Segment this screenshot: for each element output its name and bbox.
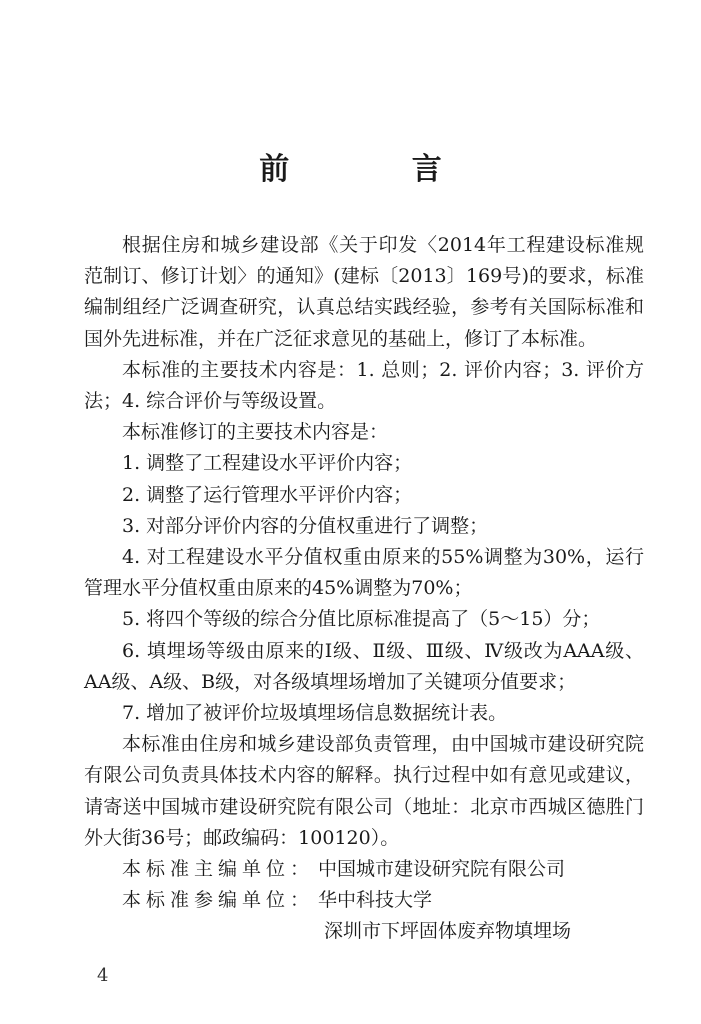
revision-item-5: 5. 将四个等级的综合分值比原标准提高了（5～15）分； xyxy=(122,608,601,631)
chief-editor-value: 中国城市建设研究院有限公司 xyxy=(318,858,566,881)
chief-editor-row xyxy=(84,854,644,885)
management-paragraph: 本标准由住房和城乡建设部负责管理，由中国城市建设研究院有限公司负责具体技术内容的解释。执行过程中如有意见或建议，请寄送中国城市建设研究院有限公司（地址：北京市西城区德胜门外大街36号；邮政编码：100120）。 xyxy=(84,733,644,849)
chief-editor-label: 本标准主编单位： xyxy=(122,858,315,881)
revision-item-3: 3. 对部分评价内容的分值权重进行了调整； xyxy=(122,514,489,537)
preface-body xyxy=(84,230,644,948)
participant-value-row xyxy=(84,916,644,947)
revision-item-2: 2. 调整了运行管理水平评价内容； xyxy=(122,483,413,506)
revision-item-6: 6. 填埋场等级由原来的Ⅰ级、Ⅱ级、Ⅲ级、Ⅳ级改为AAA级、AA级、A级、B级，对各级填埋场增加了关键项分值要求； xyxy=(84,639,644,693)
intro-paragraph: 根据住房和城乡建设部《关于印发〈2014年工程建设标准规范制订、修订计划〉的通知》(建标〔2013〕169号)的要求，标准编制组经广泛调查研究，认真总结实践经验，参考有关国际标准和国外先进标准，并在广泛征求意见的基础上，修订了本标准。 xyxy=(84,234,644,350)
page-number: 4 xyxy=(97,965,109,986)
revision-item-1: 1. 调整了工程建设水平评价内容； xyxy=(122,452,413,475)
participant-label: 本标准参编单位： xyxy=(122,889,315,912)
participant-value: 深圳市下坪固体废弃物填埋场 xyxy=(324,920,572,943)
participant-value: 华中科技大学 xyxy=(318,889,433,912)
participant-row xyxy=(84,885,644,916)
revision-item-7: 7. 增加了被评价垃圾填埋场信息数据统计表。 xyxy=(122,702,508,725)
revision-item-4: 4. 对工程建设水平分值权重由原来的55%调整为30%，运行管理水平分值权重由原来的45%调整为70%； xyxy=(84,546,644,600)
revision-intro-paragraph: 本标准修订的主要技术内容是： xyxy=(122,421,389,444)
main-content-paragraph: 本标准的主要技术内容是：1. 总则；2. 评价内容；3. 评价方法；4. 综合评价与等级设置。 xyxy=(84,358,644,413)
page-title: 前 言 xyxy=(259,152,498,187)
